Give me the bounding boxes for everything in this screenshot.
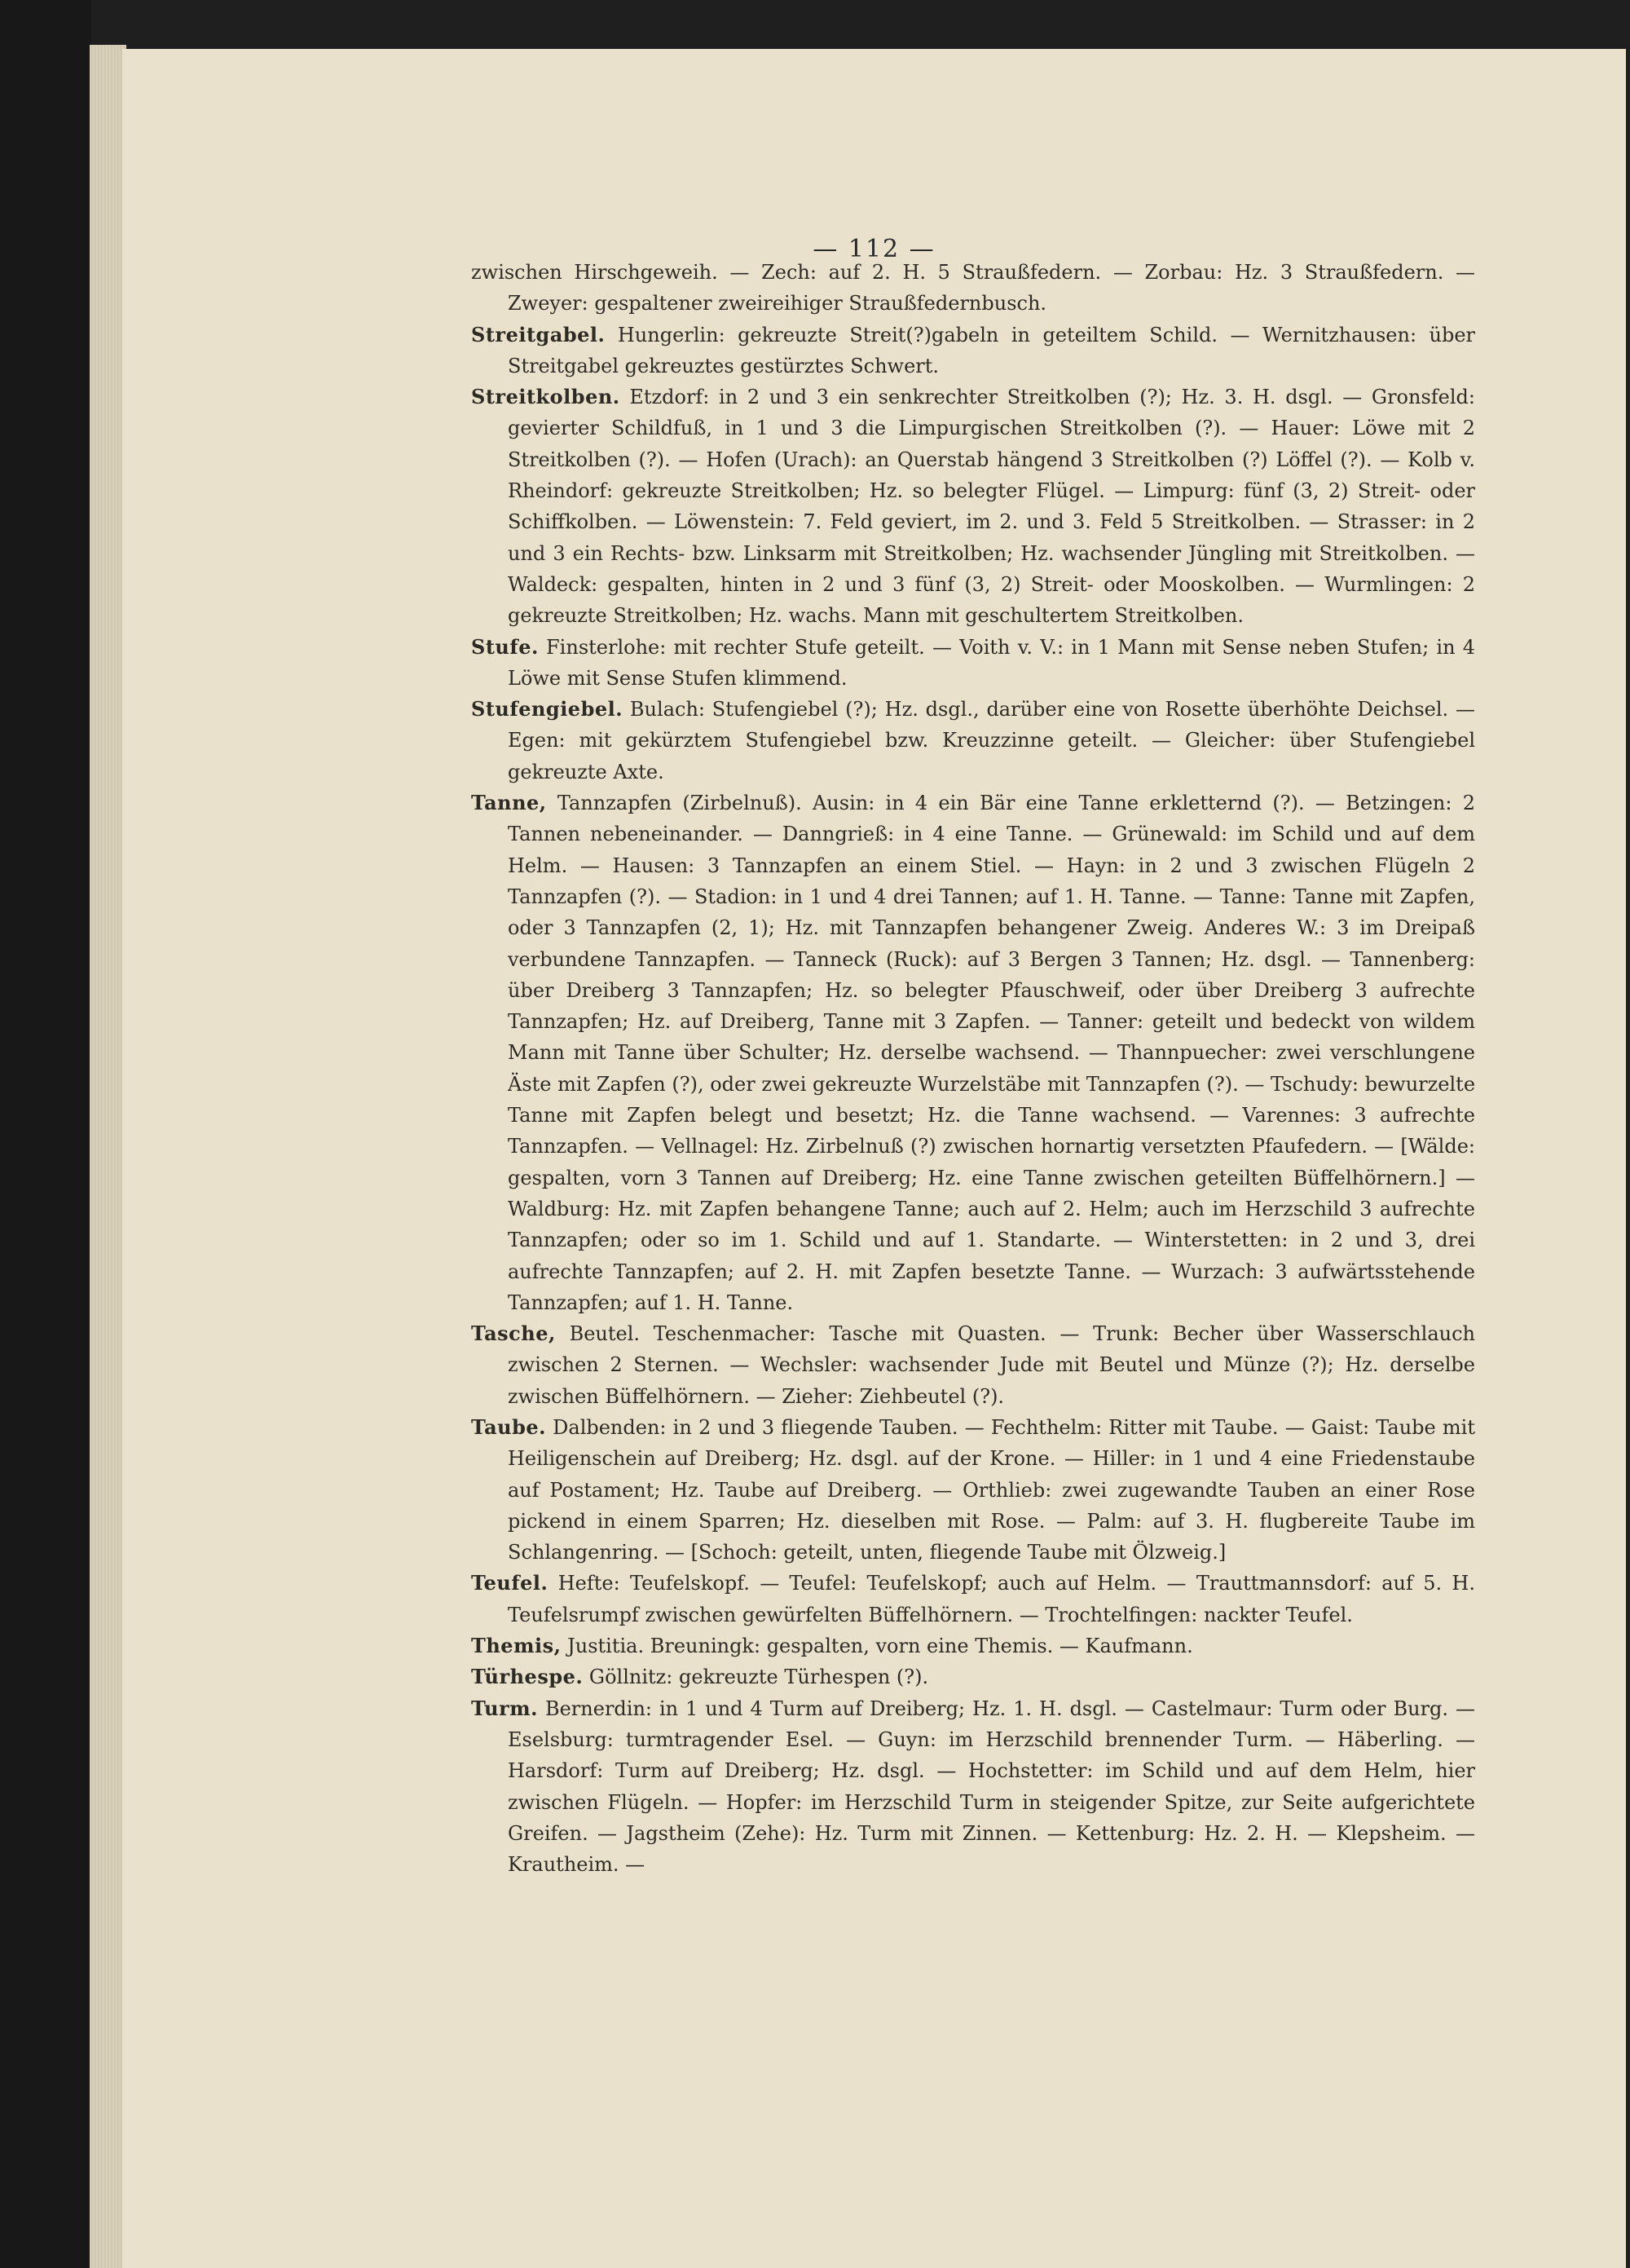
entry-text: Göllnitz: gekreuzte Türhespen (?). <box>588 1666 929 1689</box>
entry-head: Taube. <box>471 1414 546 1439</box>
entry-head: Tasche, <box>471 1322 556 1346</box>
entry-turm <box>471 1693 1475 1881</box>
entry-tanne <box>471 788 1475 1318</box>
entry-head: Stufengiebel. <box>471 697 623 721</box>
entry-head: Streitgabel. <box>471 322 606 346</box>
entry-head: Themis, <box>471 1634 562 1658</box>
entry-text: Hefte: Teufelskopf. — Teufel: Teufelskopf; auch auf Helm. — Trauttmannsdorf: auf 5. H. Teufelsrumpf zwischen gewürfelten Büffelhörnern. — Trochtelfingen: nackter Teufel. <box>508 1572 1475 1626</box>
entry-text: Bulach: Stufengiebel (?); Hz. dsgl., darüber eine von Rosette überhöhte Deichsel. — Egen: mit gekürztem Stufengiebel bzw. Kreuzzinne geteilt. — Gleicher: über Stufengiebel gekreuzte Axte. <box>508 698 1475 783</box>
entry-taube <box>471 1412 1475 1568</box>
book-binding <box>0 0 91 2268</box>
entry-streitkolben <box>471 382 1475 631</box>
entry-streitgabel <box>471 320 1475 382</box>
entry-text: Hungerlin: gekreuzte Streit(?)gabeln in geteiltem Schild. — Wernitzhausen: über Streitgabel gekreuztes gestürztes Schwert. <box>508 323 1475 377</box>
entry-text: Dalbenden: in 2 und 3 fliegende Tauben. — Fechthelm: Ritter mit Taube. — Gaist: Taube mit Heiligenschein auf Dreiberg; Hz. dsgl. auf der Krone. — Hiller: in 1 und 4 eine Friedenstaube auf Postament; Hz. Taube auf Dreiberg. — Orthlieb: zwei zugewandte Tauben an einer Rose pickend in einem Sparren; Hz. dieselben mit Rose. — Palm: auf 3. H. flugbereite Taube im Schlangenring. — [Schoch: geteilt, unten, fliegende Taube mit Ölzweig.] <box>508 1415 1475 1564</box>
entry-head: Turm. <box>471 1696 538 1720</box>
entry-head: Teufel. <box>471 1571 548 1595</box>
entry-stufengiebel <box>471 694 1475 788</box>
page-number: — 112 — <box>813 235 936 263</box>
entry-teufel <box>471 1568 1475 1630</box>
entry-head: Tanne, <box>471 791 547 815</box>
entry-head: Türhespe. <box>471 1665 584 1689</box>
entry-text: Finsterlohe: mit rechter Stufe geteilt. — Voith v. V.: in 1 Mann mit Sense neben Stufen; in 4 Löwe mit Sense Stufen klimmend. <box>508 635 1475 690</box>
entry-themis <box>471 1630 1475 1661</box>
entry-text: Beutel. Teschenmacher: Tasche mit Quasten. — Trunk: Becher über Wasserschlauch zwischen 2 Sternen. — Wechsler: wachsender Jude mit Beutel und Münze (?); Hz. derselbe zwischen Büffelhörnern. — Zieher: Ziehbeutel (?). <box>508 1322 1475 1408</box>
entry-text: Tannzapfen (Zirbelnuß). Ausin: in 4 ein Bär eine Tanne erkletternd (?). — Betzingen: 2 Tannen nebeneinander. — Danngrieß: in 4 eine Tanne. — Grünewald: im Schild und auf dem Helm. — Hausen: 3 Tannzapfen an einem Stiel. — Hayn: in 2 und 3 zwischen Flügeln 2 Tannzapfen (?). — Stadion: in 1 und 4 drei Tannen; auf 1. H. Tanne. — Tanne: Tanne mit Zapfen, oder 3 Tannzapfen (2, 1); Hz. mit Tannzapfen behangener Zweig. Anderes W.: 3 im Dreipaß verbundene Tannzapfen. — Tanneck (Ruck): auf 3 Bergen 3 Tannen; Hz. dsgl. — Tannenberg: über Dreiberg 3 Tannzapfen; Hz. so belegter Pfauschweif, oder über Dreiberg 3 aufrechte Tannzapfen; Hz. auf Dreiberg, Tanne mit 3 Zapfen. — Tanner: geteilt und bedeckt von wildem Mann mit Tanne über Schulter; Hz. derselbe wachsend. — Thannpuecher: zwei verschlungene Äste mit Zapfen (?), oder zwei gekreuzte Wurzelstäbe mit Tannzapfen (?). — Tschudy: bewurzelte Tanne mit Zapfen belegt und besetzt; Hz. die Tanne wachsend. — Varennes: 3 aufrechte Tannzapfen. — Vellnagel: Hz. Zirbelnuß (?) zwischen hornartig versetzten Pfaufedern. — [Wälde: gespalten, vorn 3 Tannen auf Dreiberg; Hz. eine Tanne zwischen geteilten Büffelhörnern.] — Waldburg: Hz. mit Zapfen behangene Tanne; auch auf 2. Helm; auch im Herzschild 3 aufrechte Tannzapfen; oder so im 1. Schild und auf 1. Standarte. — Winterstetten: in 2 und 3, drei aufrechte Tannzapfen; auf 2. H. mit Zapfen besetzte Tanne. — Wurzach: 3 aufwärtsstehende Tannzapfen; auf 1. H. Tanne. <box>508 792 1476 1314</box>
entry-text: Etzdorf: in 2 und 3 ein senkrechter Streitkolben (?); Hz. 3. H. dsgl. — Gronsfeld: gevierter Schildfuß, in 1 und 3 die Limpurgischen Streitkolben (?). — Hauer: Löwe mit 2 Streitkolben (?). — Hofen (Urach): an Querstab hängend 3 Streitkolben (?) Löffel (?). — Kolb v. Rheindorf: gekreuzte Streitkolben; Hz. so belegter Flügel. — Limpurg: fünf (3, 2) Streit- oder Schiffkolben. — Löwenstein: 7. Feld geviert, im 2. und 3. Feld 5 Streitkolben. — Strasser: in 2 und 3 ein Rechts- bzw. Linksarm mit Streitkolben; Hz. wachsender Jüngling mit Streitkolben. — Waldeck: gespalten, hinten in 2 und 3 fünf (3, 2) Streit- oder Mooskolben. — Wurmlingen: 2 gekreuzte Streitkolben; Hz. wachs. Mann mit geschultertem Streitkolben. <box>508 386 1475 628</box>
entry-stufe <box>471 632 1475 695</box>
entry-head: Streitkolben. <box>471 385 620 409</box>
entry-text: Justitia. Breuningk: gespalten, vorn eine Themis. — Kaufmann. <box>567 1635 1193 1658</box>
entry-tasche <box>471 1318 1475 1412</box>
page-body <box>471 257 1475 1880</box>
entry-continuation <box>471 257 1475 320</box>
entry-head: Stufe. <box>471 634 539 659</box>
entry-text: Bernerdin: in 1 und 4 Turm auf Dreiberg; Hz. 1. H. dsgl. — Castelmaur: Turm oder Burg. — Eselsburg: turmtragender Esel. — Guyn: im Herzschild brennender Turm. — Häberling. — Harsdorf: Turm auf Dreiberg; Hz. dsgl. — Hochstetter: im Schild und auf dem Helm, hier zwischen Flügeln. — Hopfer: im Herzschild Turm in steigender Spitze, zur Seite aufgerichtete Greifen. — Jagstheim (Zehe): Hz. Turm mit Zinnen. — Kettenburg: Hz. 2. H. — Klepsheim. — Krautheim. — <box>508 1697 1475 1877</box>
page-edges <box>90 45 126 2268</box>
entry-text: zwischen Hirschgeweih. — Zech: auf 2. H. 5 Straußfedern. — Zorbau: Hz. 3 Straußfedern. — Zweyer: gespaltener zweireihiger Straußfedernbusch. <box>471 261 1475 315</box>
entry-tuerhespe <box>471 1661 1475 1692</box>
